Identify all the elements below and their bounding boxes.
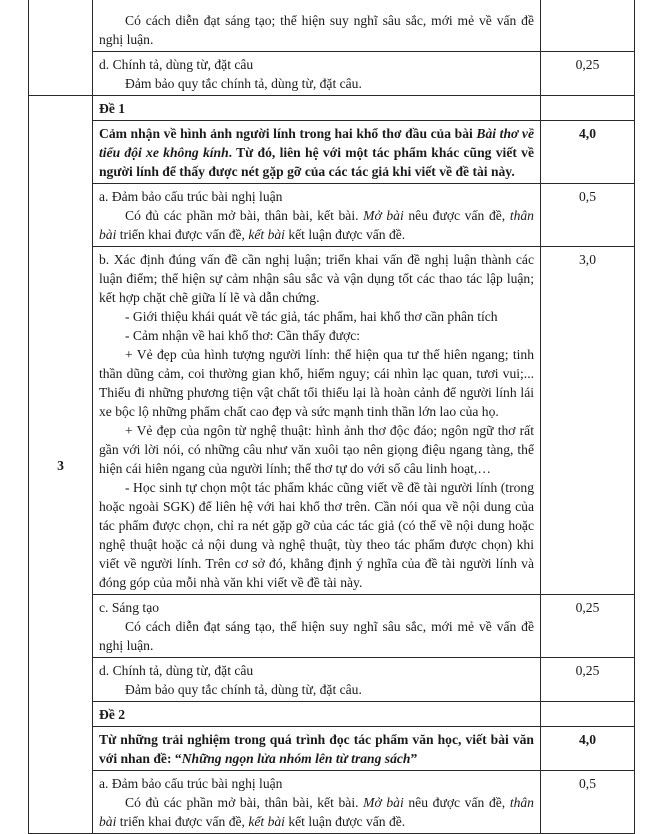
score-cell bbox=[541, 96, 635, 121]
row-top-creativity bbox=[29, 0, 635, 52]
content-cell bbox=[93, 595, 541, 658]
criterion-title: d. Chính tả, dùng từ, đặt câu bbox=[99, 57, 254, 72]
row-de1-a bbox=[29, 184, 635, 247]
score-cell: 0,25 bbox=[541, 52, 635, 96]
content-cell bbox=[93, 184, 541, 247]
bullet-intro: - Giới thiệu khái quát về tác giả, tác phẩm, hai khổ thơ cần phân tích bbox=[125, 309, 498, 324]
score-cell: 4,0 bbox=[541, 121, 635, 184]
score-cell: 0,25 bbox=[541, 658, 635, 702]
criterion-text: Có cách diễn đạt sáng tạo; thể hiện suy nghĩ sâu sắc, mới mẻ về vấn đề nghị luận. bbox=[99, 13, 534, 47]
score-cell: 4,0 bbox=[541, 727, 635, 771]
content-cell bbox=[93, 52, 541, 96]
row-de2-heading bbox=[29, 702, 635, 727]
criterion-text: Có cách diễn đạt sáng tạo, thể hiện suy nghĩ sâu sắc, mới mẻ về vấn đề nghị luận. bbox=[99, 619, 534, 653]
criterion-text: Có đủ các phần mở bài, thân bài, kết bài. Mở bài nêu được vấn đề, thân bài triển khai được vấn đề, kết bài kết luận được vấn đề. bbox=[99, 208, 534, 242]
row-de1-c bbox=[29, 595, 635, 658]
de1-prompt: Cảm nhận về hình ảnh người lính trong hai khổ thơ đầu của bài Bài thơ về tiểu đội xe không kính. Từ đó, liên hệ với một tác phẩm khác cũng viết về người lính để thấy được nét gặp gỡ của các tác giả khi viết về đề tài này. bbox=[93, 121, 541, 184]
row-de2-prompt bbox=[29, 727, 635, 771]
de2-heading: Đề 2 bbox=[93, 702, 541, 727]
content-cell bbox=[93, 0, 541, 52]
bullet-language: + Vẻ đẹp của ngôn từ nghệ thuật: hình ảnh thơ độc đáo; ngôn ngữ thơ rất gần với lời nói, có những câu như văn xuôi tạo nên giọng điệu ngang tàng, thể hiện cái hiên ngang của người lính; thể thơ tự do với số câu linh hoạt,… bbox=[99, 423, 534, 476]
score-cell bbox=[541, 0, 635, 52]
criterion-title: b. Xác định đúng vấn đề cần nghị luận; triển khai vấn đề nghị luận thành các luận điểm; thể hiện sự cảm nhận sâu sắc và vận dụng tốt các thao tác lập luận; kết hợp chặt chẽ giữa lí lẽ và dẫn chứng. bbox=[99, 252, 534, 305]
criterion-title: c. Sáng tạo bbox=[99, 600, 160, 615]
content-cell bbox=[93, 658, 541, 702]
de2-prompt: Từ những trải nghiệm trong quá trình đọc tác phẩm văn học, viết bài văn với nhan đề: “Những ngọn lửa nhóm lên từ trang sách” bbox=[93, 727, 541, 771]
bullet-compare: - Học sinh tự chọn một tác phẩm khác cũng viết về đề tài người lính (trong hoặc ngoài SGK) để liên hệ với hai khổ thơ trên. Cần nói qua về nội dung của tác phẩm được chọn, chỉ ra nét gặp gỡ của các tác giả (có thể về nội dung hoặc nghệ thuật hoặc cả nội dung và nghệ thuật, tùy theo tác phẩm được chọn) khi viết về người lính. Trên cơ sở đó, khẳng định ý nghĩa của đề tài người lính và đóng góp của mỗi nhà văn khi viết về đề tài này. bbox=[99, 480, 534, 590]
row-de2-a bbox=[29, 771, 635, 834]
row-de1-prompt bbox=[29, 121, 635, 184]
criterion-title: d. Chính tả, dùng từ, đặt câu bbox=[99, 663, 254, 678]
score-cell: 0,5 bbox=[541, 184, 635, 247]
bullet-feel: - Cảm nhận về hai khổ thơ: Cần thấy được: bbox=[125, 328, 361, 343]
score-cell: 0,5 bbox=[541, 771, 635, 834]
criterion-text: Có đủ các phần mở bài, thân bài, kết bài. Mở bài nêu được vấn đề, thân bài triển khai được vấn đề, kết bài kết luận được vấn đề. bbox=[99, 795, 534, 829]
score-cell bbox=[541, 702, 635, 727]
score-cell: 3,0 bbox=[541, 247, 635, 595]
row-de1-d bbox=[29, 658, 635, 702]
score-cell: 0,25 bbox=[541, 595, 635, 658]
number-cell-prev bbox=[29, 0, 93, 96]
bullet-soldier-image: + Vẻ đẹp của hình tượng người lính: thể hiện qua tư thế hiên ngang; tinh thần dũng cảm, coi thường gian khổ, hiểm nguy; cái nhìn lạc quan, tươi vui;... Thiếu đi những phương tiện vật chất tối thiểu lại là hoàn cảnh để người lính lái xe bộc lộ những phẩm chất cao đẹp và sức mạnh tinh thần lớn lao của họ. bbox=[99, 347, 534, 419]
criterion-text: Đảm bảo quy tắc chính tả, dùng từ, đặt câu. bbox=[125, 76, 362, 91]
criterion-text: Đảm bảo quy tắc chính tả, dùng từ, đặt câu. bbox=[125, 682, 362, 697]
content-cell bbox=[93, 771, 541, 834]
row-de1-heading bbox=[29, 96, 635, 121]
criterion-title: a. Đảm bảo cấu trúc bài nghị luận bbox=[99, 189, 283, 204]
question-number: 3 bbox=[29, 96, 93, 834]
row-top-spelling bbox=[29, 52, 635, 96]
row-de1-b bbox=[29, 247, 635, 595]
grading-table bbox=[28, 0, 635, 834]
criterion-title: a. Đảm bảo cấu trúc bài nghị luận bbox=[99, 776, 283, 791]
content-cell bbox=[93, 247, 541, 595]
de1-heading: Đề 1 bbox=[93, 96, 541, 121]
